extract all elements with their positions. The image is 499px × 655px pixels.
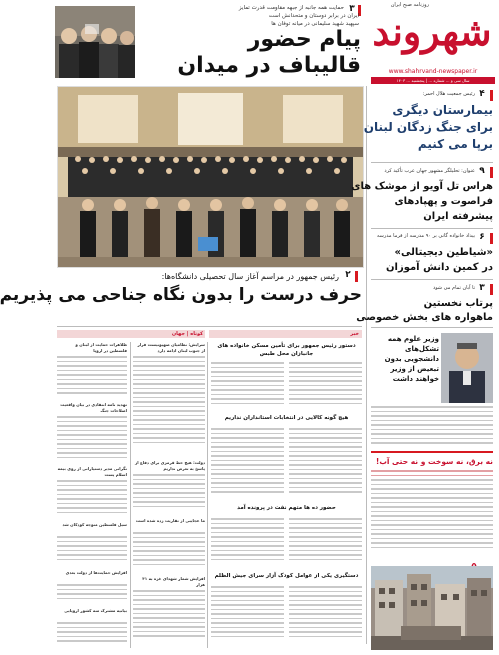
newspaper-logo: شهروند bbox=[372, 9, 492, 54]
masthead-url: www.shahrvand-newspaper.ir bbox=[388, 68, 478, 75]
divider-left-1 bbox=[130, 342, 131, 648]
bottom-right-body-text bbox=[371, 470, 493, 560]
left-col-text-5 bbox=[57, 584, 127, 606]
left-col-headline-4: سیل فلسطین متوجه کودکان شد bbox=[62, 522, 127, 527]
right-story-3-number: ۶ bbox=[479, 232, 485, 242]
dateline: سال سی و ... شماره ... | پنجشنبه ... ۱۴۰۳ bbox=[396, 78, 470, 83]
right-story-4-title-2: ماهواره های بخش خصوصی bbox=[356, 312, 493, 323]
left-col-headline-3: نگرانی مدیر دستیارانی از روی بیمه اسلام پست bbox=[57, 466, 127, 477]
divider-right-col bbox=[366, 86, 367, 644]
interview-body-text bbox=[371, 406, 493, 448]
right-story-4-kicker: تا آبان تمام می شود bbox=[433, 285, 475, 291]
right-story-2-title-2: فراصوت و پهپادهای bbox=[394, 196, 493, 207]
middle-text-1b bbox=[289, 362, 362, 410]
main-story-title: حرف درست را بدون نگاه جناحی می پذیریم bbox=[0, 285, 362, 305]
middle-text-3b bbox=[289, 518, 362, 568]
right-story-1-red-bar bbox=[490, 90, 493, 101]
right-story-1-title-2: برای جنگ زدگان لبنان bbox=[363, 120, 493, 134]
mid-left-headline-3: ما عجایبی از تقاربت زده شده است bbox=[135, 518, 205, 523]
middle-text-2b bbox=[289, 428, 362, 500]
main-story-red-bar bbox=[355, 271, 358, 282]
bottom-right-photo bbox=[371, 566, 493, 650]
top-story-kicker-2: ایران در برابر دوستان و متحدانش است bbox=[268, 13, 359, 19]
right-story-2-title-1: هراس تل آویو از موشک های bbox=[351, 181, 493, 192]
left-col-text-6 bbox=[57, 622, 127, 648]
top-story-title-1: پیام حضور bbox=[247, 27, 361, 52]
left-col-text-3 bbox=[57, 480, 127, 518]
mid-left-headline-1: سرایش: نظامیان صهیونیست فرار از جنوب لبنان ادامه دارد bbox=[137, 342, 205, 353]
main-story-number: ۲ bbox=[345, 270, 351, 280]
mid-left-headline-2: دولت: هیچ خط قرمزی برای دفاع از پاسخ به تعرض نداریم bbox=[134, 460, 205, 471]
top-story-kicker-3: سپهبد شهید سلیمانی در میانه توفان ها bbox=[271, 21, 359, 27]
section-header-middle: خبر bbox=[350, 331, 359, 337]
left-col-text-1 bbox=[57, 356, 127, 400]
top-story-number: ۳ bbox=[349, 4, 355, 14]
right-story-2-red-bar bbox=[490, 167, 493, 178]
right-story-1-number: ۴ bbox=[479, 89, 485, 99]
mid-left-headline-4: افزایش شمار شهدای غزه به ۴۱ هزار bbox=[142, 576, 205, 587]
divider-right-1 bbox=[371, 162, 493, 163]
interview-title-2: تشکل‌های bbox=[405, 345, 439, 353]
right-story-4-title-1: پرتاب نخستین bbox=[423, 298, 493, 309]
top-story-kicker-1: حمایت همه جانبه از جبهه مقاومت قدرت تمایز bbox=[238, 5, 344, 11]
divider-right-4 bbox=[371, 327, 493, 328]
mid-left-text-2 bbox=[133, 474, 205, 514]
right-story-3-title-1: «شیاطین دیجیتالی» bbox=[394, 247, 493, 258]
left-col-headline-5: افزایش حمایت‌ها از دولت بعدی bbox=[65, 570, 127, 575]
left-col-headline-6: بیانیه مشترک سه کشور اروپایی bbox=[64, 608, 127, 613]
middle-text-4a bbox=[211, 586, 284, 648]
section-header-left: کوتاه | جهان bbox=[171, 331, 203, 337]
middle-headline-3: حضور ده ها متهم نفت در پرونده آمد bbox=[237, 505, 336, 511]
right-story-3-title-2: در کمین دانش آموزان bbox=[386, 262, 493, 273]
bottom-right-title: نه برق، نه سوخت و نه حتی آب! bbox=[375, 457, 493, 466]
interview-title-5: خواهند داشت bbox=[392, 375, 439, 383]
middle-headline-4: دستگیری یکی از عوامل کودک آزار سرای جیش الظلم bbox=[214, 573, 359, 579]
divider-main-bottom bbox=[57, 326, 362, 327]
divider-right-2 bbox=[371, 228, 493, 229]
top-story-title-2: قالیباف در میدان bbox=[177, 53, 361, 78]
interview-portrait bbox=[441, 333, 493, 403]
top-story-photo bbox=[55, 6, 135, 78]
interview-title-1: وزیر علوم همه bbox=[387, 335, 439, 343]
mid-left-text-4 bbox=[133, 590, 205, 648]
main-story-caption: رئیس جمهور در مراسم آغاز سال تحصیلی دانشگاه‌ها: bbox=[161, 272, 339, 281]
mid-left-text-3 bbox=[133, 532, 205, 572]
middle-headline-2: هیچ گونه کالایی در انتخابات استانداران نداریم bbox=[224, 415, 349, 421]
main-story-photo bbox=[57, 86, 364, 268]
left-col-text-4 bbox=[57, 536, 127, 566]
interview-title-4: تبعیض از وزیر bbox=[390, 365, 439, 373]
interview-accent-line bbox=[371, 451, 493, 453]
middle-text-3a bbox=[211, 518, 284, 568]
divider-right-3 bbox=[371, 279, 493, 280]
middle-text-1a bbox=[211, 362, 284, 410]
left-col-headline-2: تهدید نامه انتقادی در بیان واقعیت اصلاحات جنگ bbox=[60, 402, 127, 413]
right-story-3-red-bar bbox=[490, 233, 493, 244]
right-story-3-kicker: بیداد خانواده گانی بر ۹۰ مدرسه از فرما مدرسه bbox=[377, 233, 475, 239]
left-col-text-2 bbox=[57, 416, 127, 462]
interview-title-3: دانشجویی بدون bbox=[384, 355, 439, 363]
right-story-2-number: ۹ bbox=[479, 166, 485, 176]
mid-left-text-1 bbox=[133, 356, 205, 456]
middle-text-2a bbox=[211, 428, 284, 500]
divider-left-2 bbox=[207, 342, 208, 648]
right-story-4-red-bar bbox=[490, 284, 493, 295]
middle-headline-1: دستور رئیس جمهور برای تأمین مسکن خانواده های جانبازان محل طبس bbox=[217, 343, 356, 357]
logo-subtitle: روزنامه صبح ایران bbox=[390, 2, 429, 8]
right-story-1-title-1: بیمارستان دیگری bbox=[392, 103, 493, 117]
left-col-headline-1: ظلاهرات حمایت از لبنان و فلسطین در اروپا bbox=[75, 342, 127, 353]
right-story-2-title-3: پیشرفته ایران bbox=[423, 211, 493, 222]
right-story-2-kicker: عنوان: تحلیلگر مشهور جهان عرب تأکید کرد bbox=[384, 168, 475, 174]
middle-text-4b bbox=[289, 586, 362, 648]
right-story-1-title-3: برپا می کنیم bbox=[417, 137, 493, 151]
right-story-4-number: ۳ bbox=[479, 283, 485, 293]
right-story-1-kicker: رئیس جمعیت هلال احمر: bbox=[422, 91, 475, 97]
